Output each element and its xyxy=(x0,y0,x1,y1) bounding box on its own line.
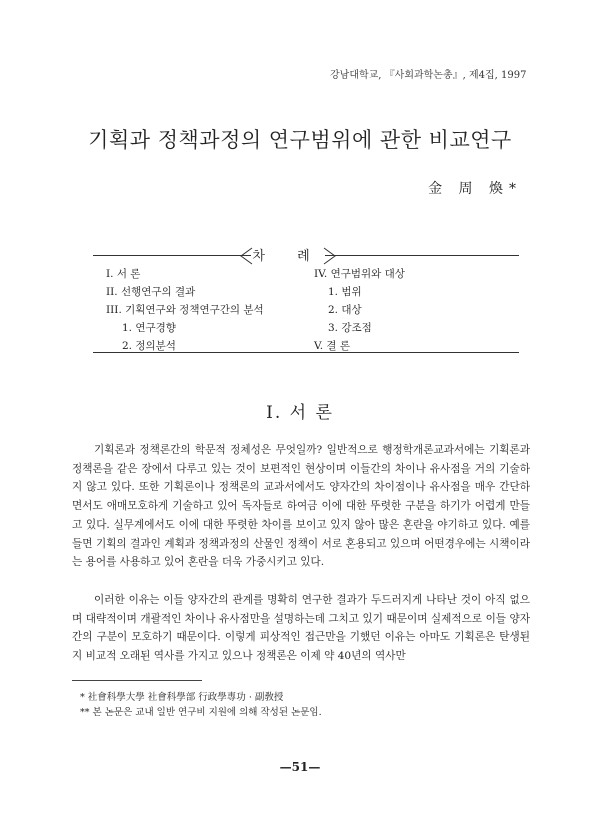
paper-title: 기획과 정책과정의 연구범위에 관한 비교연구 xyxy=(88,128,512,152)
body-paragraph: 이러한 이유는 이들 양자간의 관계를 명확히 연구한 결과가 두드러지게 나타난 것이 아직 없으며 대략적이며 개괄적인 차이나 유사점만을 설명하는데 그치고 있기 때문이며 실제적으로 이들 양자간의 구분이 모호하기 때문이다. 이렇게 피상적인 접근만을 기했던 이유는 아마도 기획론은 탄생된지 비교적 오래된 역사를 가지고 있으나 정책론은 이제 약 40년의 역사만 xyxy=(72,594,530,663)
footnote: ** 본 논문은 교내 일반 연구비 지원에 의해 작성된 논문임. xyxy=(80,707,322,718)
toc-right-bracket-icon xyxy=(322,247,338,265)
toc-top-rule-left xyxy=(93,255,251,256)
toc-subitem: 2. 정의분석 xyxy=(122,340,176,352)
toc-item: IV. 연구범위와 대상 xyxy=(314,268,405,280)
toc-subitem: 3. 강조점 xyxy=(328,322,372,334)
footnote: * 社會科學大學 社會科學部 行政學專功 · 副敎授 xyxy=(80,692,284,703)
toc-item: V. 결 론 xyxy=(314,340,351,352)
toc-item: I. 서 론 xyxy=(106,268,141,280)
footnote-rule xyxy=(72,680,202,681)
page-number: —51— xyxy=(279,760,321,774)
section-heading: I. 서 론 xyxy=(266,403,334,423)
toc-subitem: 1. 연구경향 xyxy=(122,322,176,334)
body-paragraph: 기획론과 정책론간의 학문적 정체성은 무엇일까? 일반적으로 행정학개론교과서에는 기획론과 정책론을 같은 장에서 다루고 있는 것이 보편적인 현상이며 이들간의 차이나 유사점을 거의 기술하지 않고 있다. 또한 기획론이나 정책론의 교과서에서도 양자간의 차이점이나 유사점을 매우 간단하면서도 애매모호하게 기술하고 있어 독자들로 하여금 이에 대한 뚜렷한 구분을 하기가 어렵게 만들고 있다. 실무계에서도 이에 대한 뚜렷한 차이를 보이고 있지 않아 많은 혼란을 야기하고 있다. 예를 들면 기획의 결과인 계획과 정책과정의 산물인 정책이 서로 혼용되고 있으며 어떤경우에는 시책이라는 용어를 사용하고 있어 혼란을 더욱 가중시키고 있다. xyxy=(72,444,530,569)
toc-heading: 차 례 xyxy=(252,249,324,264)
toc-subitem: 2. 대상 xyxy=(328,304,362,316)
journal-header: 강남대학교, 『사회과학논총』, 제4집, 1997 xyxy=(330,70,527,81)
toc-item: III. 기획연구와 정책연구간의 분석 xyxy=(106,304,264,316)
toc-top-rule-right xyxy=(325,255,519,256)
author-name: 金 周 煥* xyxy=(428,181,522,197)
toc-subitem: 1. 범위 xyxy=(328,286,362,298)
toc-item: II. 선행연구의 결과 xyxy=(106,286,196,298)
